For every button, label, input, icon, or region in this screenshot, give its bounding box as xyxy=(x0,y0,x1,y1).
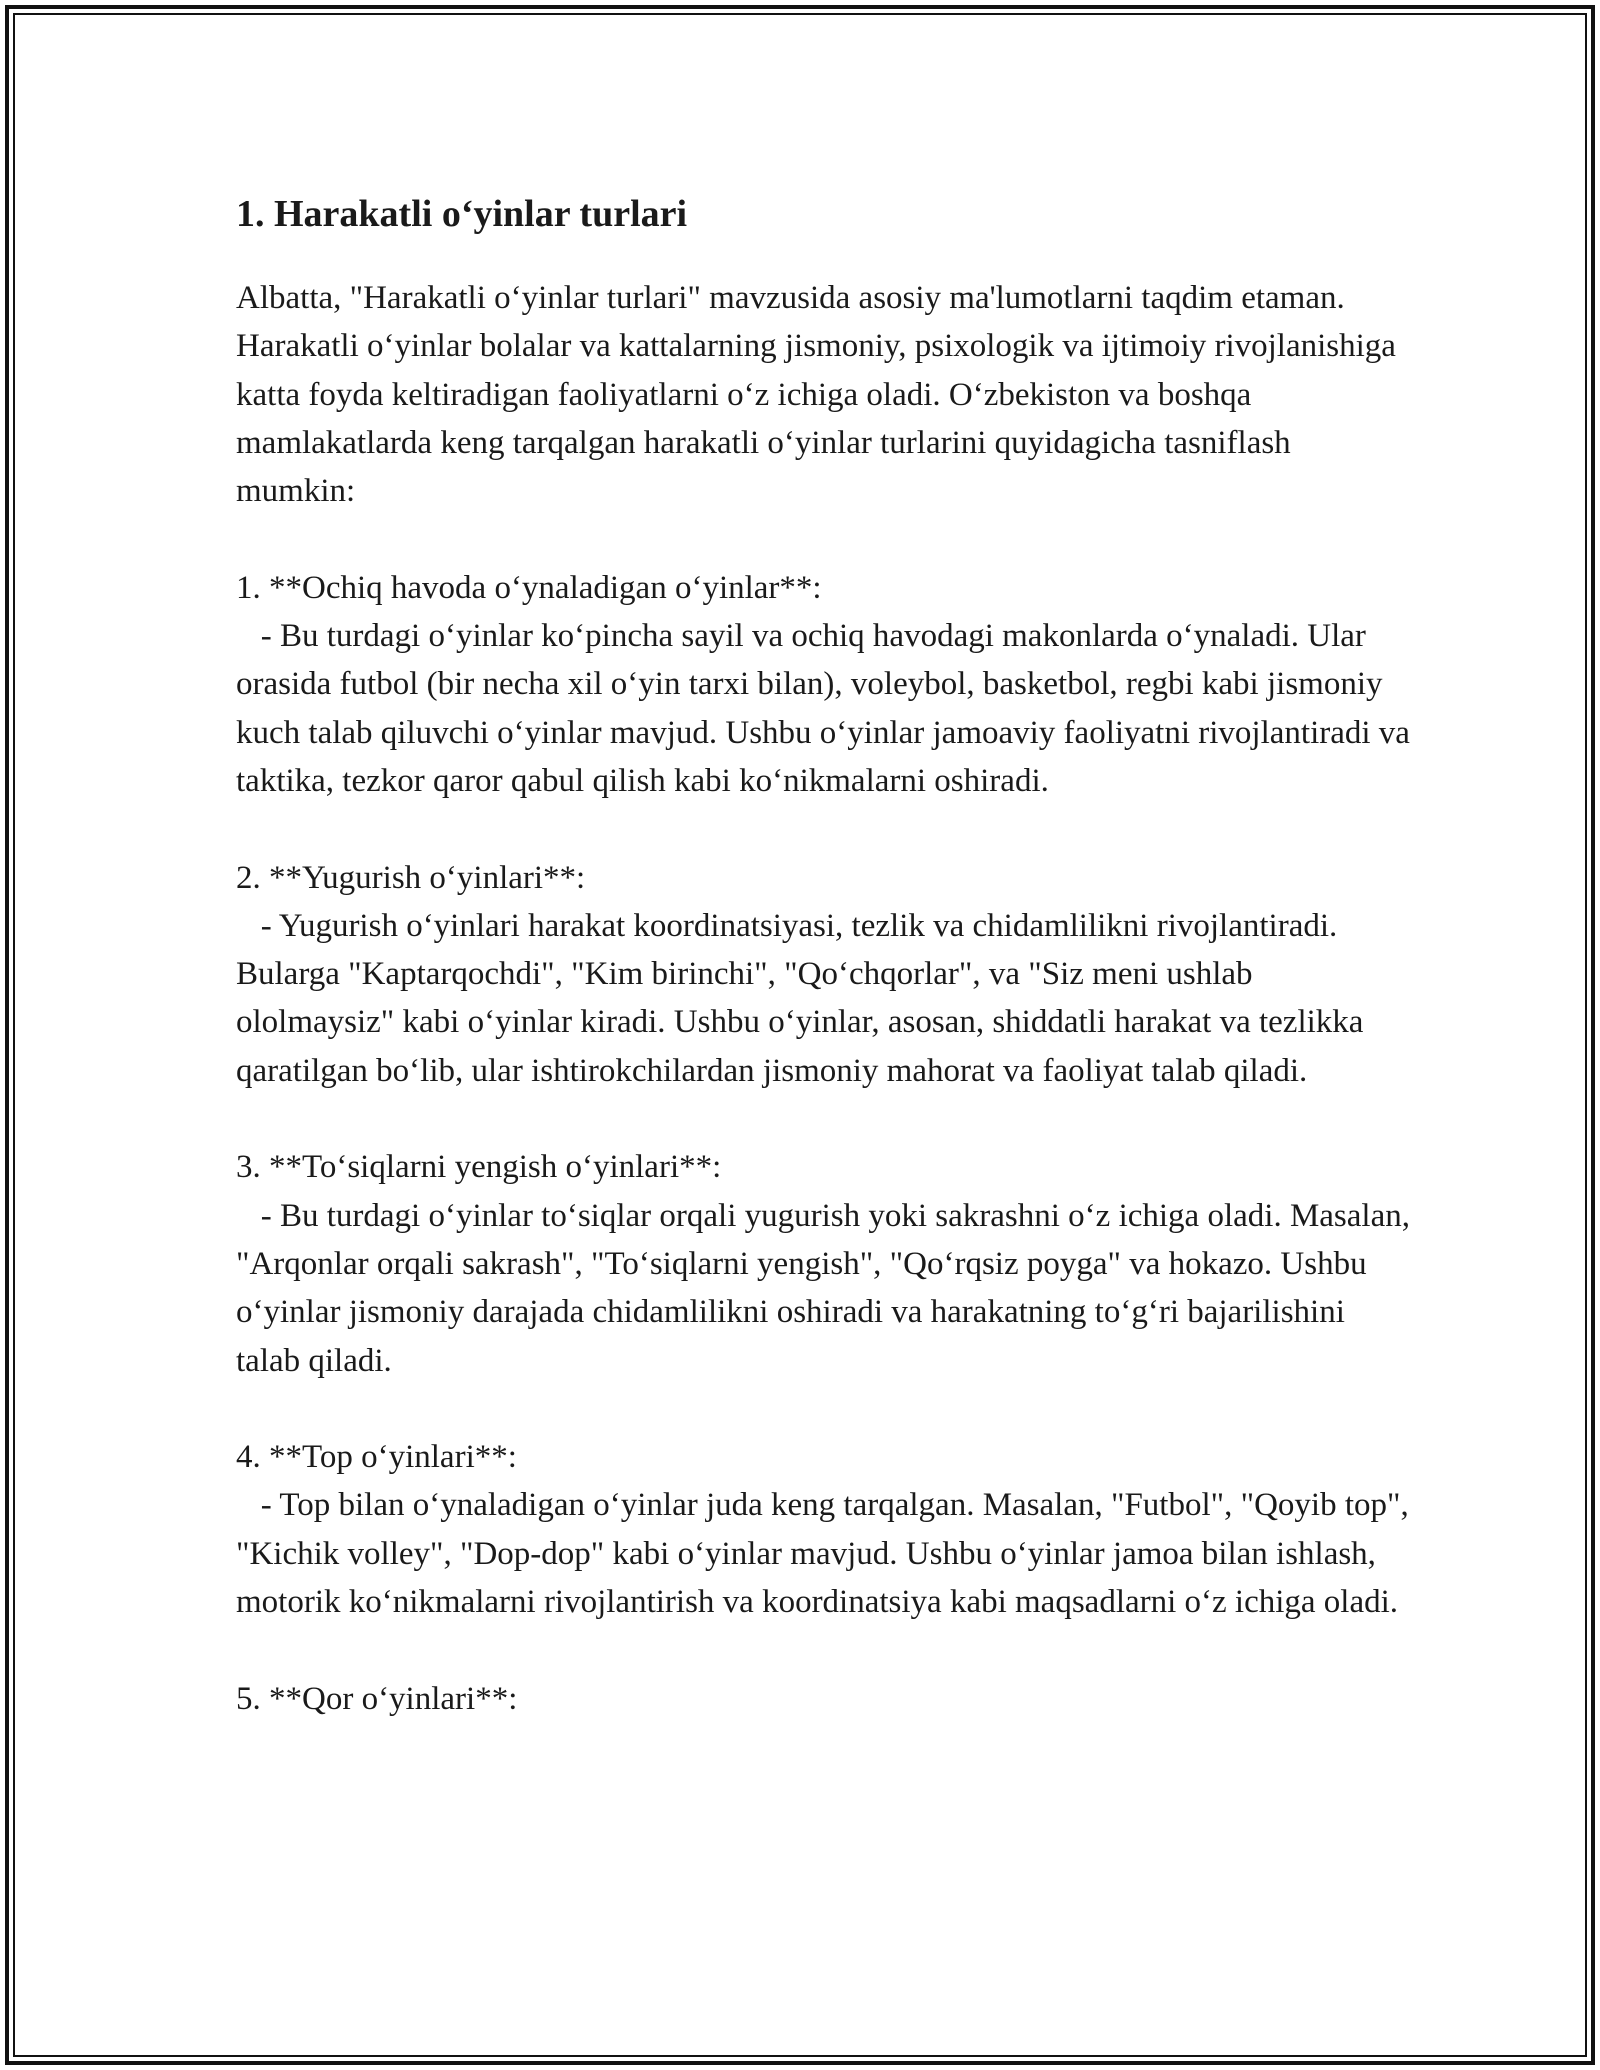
list-item-title: 2. **Yugurish o‘yinlari**: xyxy=(236,859,586,896)
list-item xyxy=(236,854,1416,1095)
list-item-title: 1. **Ochiq havoda o‘ynaladigan o‘yinlar**: xyxy=(236,569,822,606)
spacer xyxy=(236,1095,1416,1143)
list-item-title: 3. **To‘siqlarni yengish o‘yinlari**: xyxy=(236,1149,722,1186)
list-item-body: - Bu turdagi o‘yinlar to‘siqlar orqali yugurish yoki sakrashni o‘z ichiga oladi. Masalan, "Arqonlar orqali sakrash", "To‘siqlarni yengish", "Qo‘rqsiz poyga" va hokazo. Ushbu o‘yinlar jismoniy darajada chidamlilikni oshiradi va harakatning to‘g‘ri bajarilishini talab qiladi. xyxy=(236,1197,1410,1379)
spacer xyxy=(236,1626,1416,1674)
list-item-title: 4. **Top o‘yinlari**: xyxy=(236,1439,517,1476)
spacer xyxy=(236,515,1416,563)
list-item-title: 5. **Qor o‘yinlari**: xyxy=(236,1680,518,1717)
list-item-body: - Bu turdagi o‘yinlar ko‘pincha sayil va ochiq havodagi makonlarda o‘ynaladi. Ular orasida futbol (bir necha xil o‘yin tarxi bilan), voleybol, basketbol, regbi kabi jismoniy kuch talab qiluvchi o‘yinlar mavjud. Ushbu o‘yinlar jamoaviy faoliyatni rivojlantiradi va taktika, tezkor qaror qabul qilish kabi ko‘nikmalarni oshiradi. xyxy=(236,618,1410,799)
intro-paragraph: Albatta, "Harakatli o‘yinlar turlari" mavzusida asosiy ma'lumotlarni taqdim etaman. Harakatli o‘yinlar bolalar va kattalarning jismoniy, psixologik va ijtimoiy rivojlanishiga katta foyda keltiradigan faoliyatlarni o‘z ichiga oladi. O‘zbekiston va boshqa mamlakatlarda keng tarqalgan harakatli o‘yinlar turlarini quyidagicha tasniflash mumkin: xyxy=(236,280,1396,510)
spacer xyxy=(236,805,1416,853)
section-heading: 1. Harakatli o‘yinlar turlari xyxy=(236,193,688,235)
list-item xyxy=(236,1143,1416,1384)
list-item-body: - Top bilan o‘ynaladigan o‘yinlar juda keng tarqalgan. Masalan, "Futbol", "Qoyib top", "Kichik volley", "Dop-dop" kabi o‘yinlar mavjud. Ushbu o‘yinlar jamoa bilan ishlash, motorik ko‘nikmalarni rivojlantirish va koordinatsiya kabi maqsadlarni o‘z ichiga oladi. xyxy=(236,1487,1409,1621)
spacer xyxy=(236,1385,1416,1433)
list-item-body: - Yugurish o‘yinlari harakat koordinatsiyasi, tezlik va chidamlilikni rivojlantiradi. Bularga "Kaptarqochdi", "Kim birinchi", "Qo‘chqorlar", va "Siz meni ushlab ololmaysiz" kabi o‘yinlar kiradi. Ushbu o‘yinlar, asosan, shiddatli harakat va tezlikka qaratilgan bo‘lib, ular ishtirokchilardan jismoniy mahorat va faoliyat talab qiladi. xyxy=(236,907,1364,1089)
list-item xyxy=(236,564,1416,805)
list-item xyxy=(236,1433,1416,1626)
list-item xyxy=(236,1675,1416,1723)
document-body xyxy=(236,188,1416,1723)
